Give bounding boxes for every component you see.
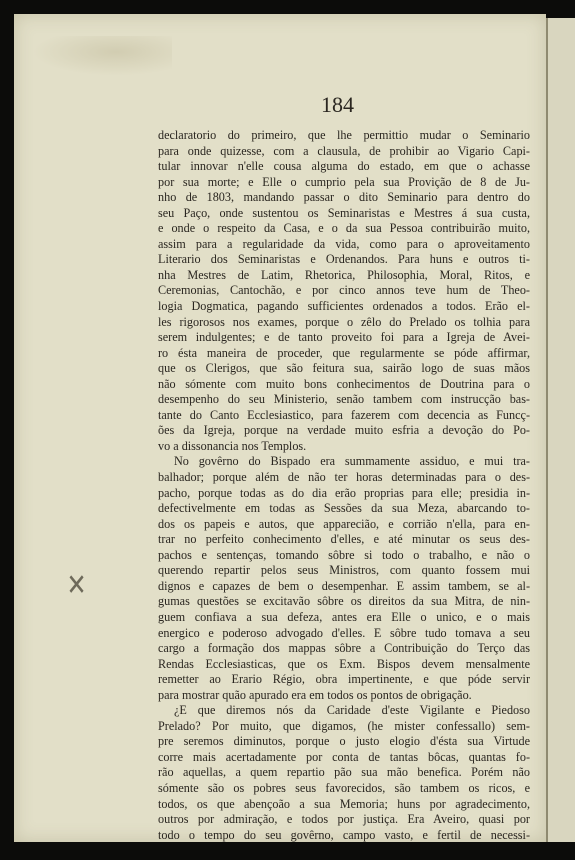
text-line: ¿E que diremos nós da Caridade d'este Vigilante e Piedoso [174, 703, 530, 718]
paper-stain [32, 36, 172, 76]
text-line: tular innovar n'elle cousa alguma do estado, em que o achasse [158, 159, 530, 174]
text-line: todos, os que abençoão a sua Memoria; huns por agradecimento, [158, 796, 530, 811]
text-line: vo a dissonancia nos Templos. [158, 438, 307, 453]
text-line: seu Paço, onde sustentou os Seminaristas e Mestres á sua custa, [158, 205, 530, 220]
text-line: No govêrno do Bispado era summamente assiduo, e mui tra- [174, 454, 530, 469]
paragraph [158, 454, 530, 703]
text-line: ões da Igreja, porque na verdade muito esfria a devoção do Po- [158, 423, 530, 438]
text-line: por sua morte; e Elle o cumprio pela sua Provição de 8 de Ju- [158, 174, 530, 189]
text-line: Rendas Ecclesiasticas, que os Exm. Bispos devem mensalmente [158, 656, 530, 671]
text-line: para mostrar quão apurado era em todos os pontos de obrigação. [158, 687, 472, 702]
text-line: que os Clerigos, que são feitura sua, sairão logo de suas mãos [158, 361, 530, 376]
text-line: gumas questões se excitavão sôbre os direitos da sua Mitra, de nin- [158, 594, 530, 609]
text-line: todo o tempo do seu govêrno, campo vasto, e fertil de necessi- [158, 827, 530, 842]
text-line: les rigorosos nos exames, porque o zêlo do Prelado os tolhia para [158, 314, 530, 329]
facing-page-edge [546, 18, 575, 842]
text-line: e onde o respeito da Casa, e o da sua Pessoa contribuirão muito, [158, 221, 530, 236]
text-line: dos os papeis e autos, que apparecião, e corrião n'ella, para en- [158, 516, 530, 531]
text-line: querendo repartir pelos seus Ministros, com quanto fossem mui [158, 563, 530, 578]
paragraph [158, 703, 530, 843]
text-line: tante do Canto Ecclesiastico, para fazerem com decencia as Funcç- [158, 407, 530, 422]
text-line: corre mais acertadamente por conta de tantas bôcas, quantas fo- [158, 749, 530, 764]
text-line: remetter ao Erario Régio, obra impertinente, e que póde servir [158, 672, 530, 687]
text-line: Literario dos Seminaristas e Ordenandos. Para huns e outros ti- [158, 252, 530, 267]
text-line: dignos e capazes de bem o desempenhar. E assim tambem, se al- [158, 578, 530, 593]
text-line: outros por admiração, e todos por justiça. Era Aveiro, quasi por [158, 812, 530, 827]
body-text [158, 128, 530, 843]
text-line: ro ésta maneira de proceder, que regularmente se póde affirmar, [158, 345, 530, 360]
text-line: nha Mestres de Latim, Rhetorica, Philosophia, Moral, Ritos, e [158, 267, 530, 282]
text-line: desempenho do seu Ministerio, senão tambem com instrucção bas- [158, 392, 530, 407]
text-line: energico e poderoso advogado d'elles. E sôbre tudo tomava a seu [158, 625, 530, 640]
text-line: logia Dogmatica, pagando sufficientes ordenados a todos. Erão el- [158, 299, 530, 314]
text-line: guem confiava a sua defeza, antes era Elle o unico, e o mais [158, 609, 530, 624]
text-line: trar no perfeito conhecimento d'elles, e até minutar os seus des- [158, 532, 530, 547]
paragraph [158, 128, 530, 454]
text-line: Prelado? Por muito, que digamos, (he mister confessallo) sem- [158, 718, 530, 733]
text-line: não sómente com muito bons conhecimentos de Doutrina para o [158, 376, 530, 391]
page-number: 184 [321, 92, 354, 117]
margin-cross-mark: ✕ [66, 568, 87, 603]
text-line: pre seremos diminutos, porque o justo elogio d'ésta sua Virtude [158, 734, 530, 749]
text-line: sómente são os pobres seus favorecidos, são tambem os ricos, e [158, 780, 530, 795]
text-line: para onde quizesse, com a clausula, de prohibir ao Vigario Capi- [158, 143, 530, 158]
text-line: declaratorio do primeiro, que lhe permittio mudar o Seminario [158, 128, 530, 142]
text-line: nho de 1803, mandando passar o dito Seminario para dentro do [158, 190, 530, 205]
text-line: Ceremonias, Cantochão, e por cinco annos teve hum de Theo- [158, 283, 530, 298]
text-line: serem indulgentes; e de tanto proveito foi para a Igreja de Avei- [158, 330, 530, 345]
text-line: defectivelmente em todas as Sessões da sua Meza, abarcando to- [158, 501, 530, 516]
text-line: pacho, porque todas as do dia erão proprias para elle; presidia in- [158, 485, 530, 500]
text-line: cargo a formação dos mappas sôbre a Contribuição do Terço das [158, 641, 530, 656]
text-line: assim para a regularidade da vida, como para o aproveitamento [158, 236, 530, 251]
text-line: balhador; porque além de não ter horas determinadas para o des- [158, 470, 530, 485]
text-line: pachos e sentenças, tomando sôbre si todo o trabalho, e não o [158, 547, 530, 562]
text-line: rão aquellas, a quem repartio pão sua mão benefica. Porém não [158, 765, 530, 780]
